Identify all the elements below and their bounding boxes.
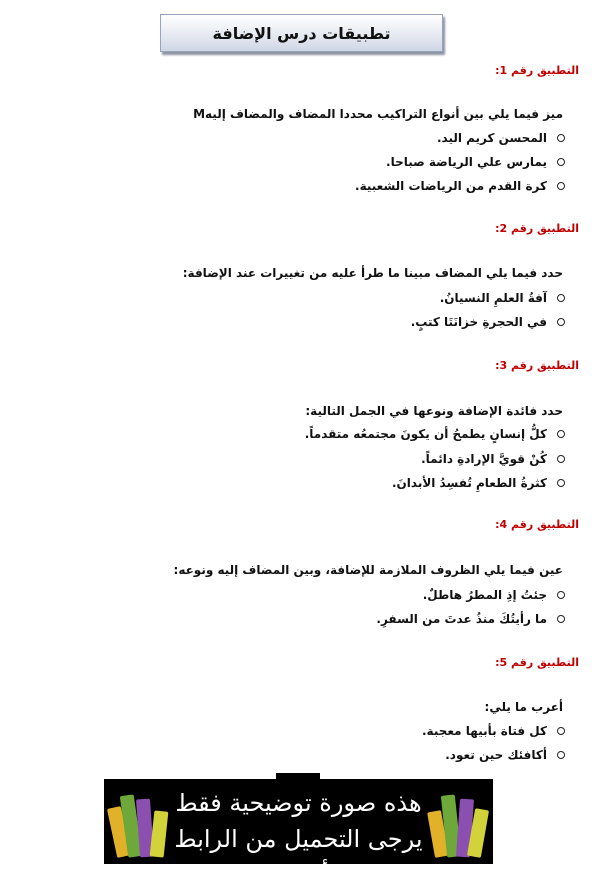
list-item: يمارس علي الرياضة صباحا. <box>386 155 565 169</box>
bullet-icon <box>557 158 565 166</box>
list-item: كلُّ إنسانٍ يطمحُ أن يكونَ مجتمعُه متقدماً. <box>305 427 565 441</box>
books-icon <box>429 787 487 857</box>
bullet-icon <box>557 591 565 599</box>
exercise-3-heading: التطبيق رقم 3: <box>495 359 579 372</box>
title-box <box>160 14 443 52</box>
banner-line-2: يرجى التحميل من الرابط أسفله <box>174 825 423 889</box>
exercise-4-heading: التطبيق رقم 4: <box>495 518 579 531</box>
bullet-icon <box>557 430 565 438</box>
banner-tab <box>276 773 320 781</box>
bullet-icon <box>557 727 565 735</box>
bullet-icon <box>557 751 565 759</box>
banner-text <box>174 785 423 893</box>
bullet-icon <box>557 479 565 487</box>
exercise-5-instruction: أعرب ما يلي: <box>484 700 563 714</box>
bullet-icon <box>557 615 565 623</box>
list-item: ما رأيتُكَ منذُ عدتَ من السفرِ. <box>376 612 565 626</box>
watermark-banner <box>104 779 493 889</box>
bullet-icon <box>557 318 565 326</box>
list-item: أكافئك حين تعود. <box>445 748 565 762</box>
books-icon <box>110 787 168 857</box>
page-title: تطبيقات درس الإضافة <box>212 23 391 43</box>
bullet-icon <box>557 455 565 463</box>
list-item: في الحجرةِ خزانَتَا كتبٍ. <box>411 315 565 329</box>
exercise-2-heading: التطبيق رقم 2: <box>495 222 579 235</box>
list-item: كثرةُ الطعامِ تُفسِدُ الأبدانَ. <box>392 476 565 490</box>
list-item: آفةُ العلمِ النسيانُ. <box>440 291 565 305</box>
list-item: كُنْ قويَّ الإرادةِ دائماً. <box>421 452 565 466</box>
bullet-icon <box>557 182 565 190</box>
exercise-1-instruction: ميز فيما يلي بين أنواع التراكيب محددا المضاف والمضاف إليهM <box>193 107 563 121</box>
list-item: جئتُ إذِ المطرُ هاطلٌ. <box>423 588 565 602</box>
list-item: كل فتاة بأبيها معجبة. <box>422 724 565 738</box>
exercise-3-instruction: حدد فائدة الإضافة ونوعها في الجمل التالية: <box>305 404 563 418</box>
exercise-5-heading: التطبيق رقم 5: <box>495 656 579 669</box>
exercise-2-instruction: حدد فيما يلي المضاف مبينا ما طرأ عليه من تغييرات عند الإضافة: <box>182 266 563 280</box>
bullet-icon <box>557 134 565 142</box>
bullet-icon <box>557 294 565 302</box>
list-item: المحسن كريم اليد. <box>437 131 565 145</box>
exercise-4-instruction: عين فيما يلي الظروف الملازمة للإضافة، وبين المضاف إليه ونوعه: <box>173 563 563 577</box>
banner-line-1: هذه صورة توضيحية فقط <box>175 789 422 817</box>
exercise-1-heading: التطبيق رقم 1: <box>495 64 579 77</box>
list-item: كرة القدم من الرياضات الشعبية. <box>355 179 565 193</box>
